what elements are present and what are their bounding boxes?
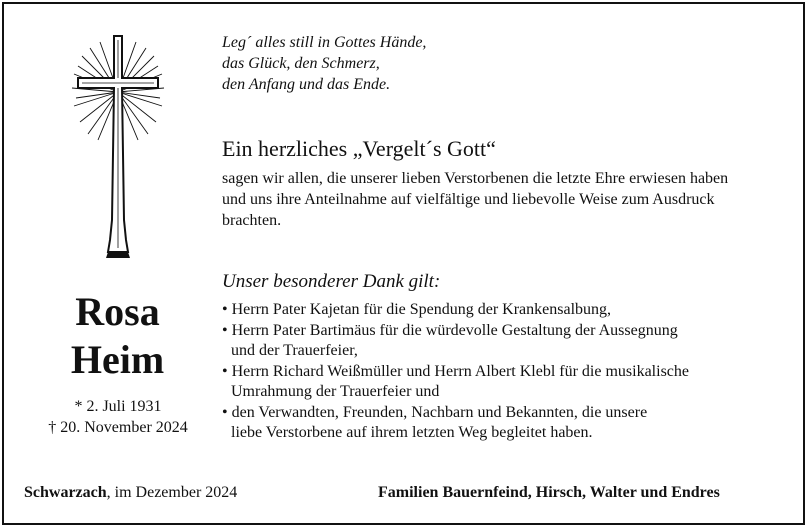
list-item-continuation: und der Trauerfeier, bbox=[231, 342, 358, 359]
poem-line: Leg´ alles still in Gottes Hände, bbox=[222, 34, 427, 51]
poem-line: das Glück, den Schmerz, bbox=[222, 55, 380, 72]
list-item: • Herrn Pater Bartimäus für die würdevolle Gestaltung der Aussegnung bbox=[222, 321, 678, 339]
special-thanks-list bbox=[222, 300, 689, 444]
date-text: , im Dezember 2024 bbox=[106, 484, 238, 501]
list-item: • Herrn Pater Kajetan für die Spendung der Krankensalbung, bbox=[222, 301, 612, 318]
thanks-body-line: und uns ihre Anteilnahme auf vielfältige und liebevolle Weise zum Ausdruck bbox=[222, 191, 715, 208]
place-name: Schwarzach bbox=[24, 484, 107, 501]
thanks-body-line: sagen wir allen, die unserer lieben Verstorbenen die letzte Ehre erwiesen haben bbox=[222, 170, 729, 187]
deceased-first-name: Rosa bbox=[75, 289, 160, 334]
death-date: † 20. November 2024 bbox=[48, 419, 188, 436]
list-item: • den Verwandten, Freunden, Nachbarn und Bekannten, die unsere bbox=[222, 403, 648, 421]
deceased-last-name: Heim bbox=[70, 337, 165, 382]
thanks-heading: Ein herzliches „Vergelt´s Gott“ bbox=[222, 136, 496, 161]
radiant-cross-icon bbox=[70, 30, 166, 270]
poem-verse bbox=[222, 32, 426, 95]
list-item-continuation: Umrahmung der Trauerfeier und bbox=[231, 383, 440, 400]
family-signature: Familien Bauernfeind, Hirsch, Walter und Endres bbox=[378, 484, 720, 501]
thanks-body-line: brachten. bbox=[222, 212, 282, 229]
place-and-date bbox=[24, 483, 237, 503]
list-item: • Herrn Richard Weißmüller und Herrn Albert Klebl für die musikalische bbox=[222, 362, 689, 380]
list-item-continuation: liebe Verstorbene auf ihrem letzten Weg begleitet haben. bbox=[231, 424, 593, 441]
thanks-body bbox=[222, 168, 792, 231]
life-dates bbox=[20, 396, 216, 438]
poem-line: den Anfang und das Ende. bbox=[222, 76, 391, 93]
birth-date: * 2. Juli 1931 bbox=[74, 398, 162, 415]
special-thanks-heading: Unser besonderer Dank gilt: bbox=[222, 271, 441, 292]
